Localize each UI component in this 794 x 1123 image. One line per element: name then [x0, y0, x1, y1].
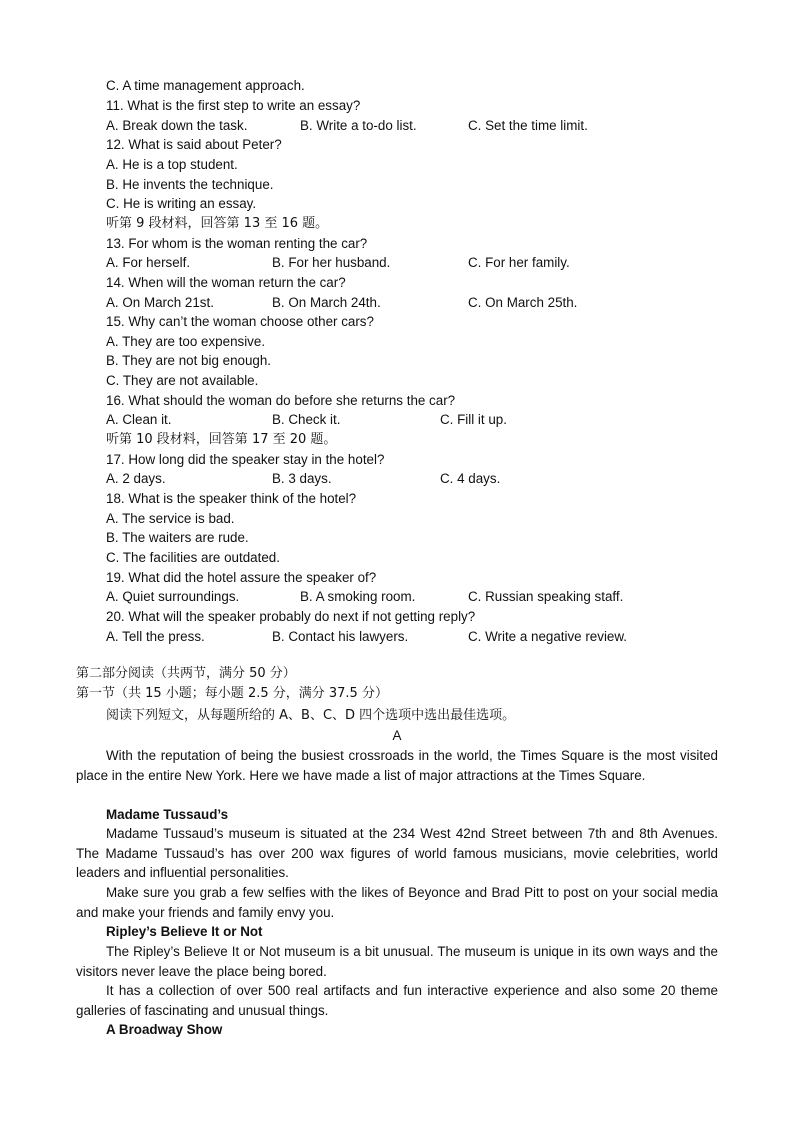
option-choice: C. Set the time limit. [468, 118, 588, 133]
option-choice: C. On March 25th. [468, 295, 578, 310]
paragraph-ripleys-collection: It has a collection of over 500 real artifacts and fun interactive experience and also some 20 theme galleries of fascinating and unusual things. [76, 983, 718, 1018]
passage-label: A [392, 728, 402, 743]
heading-broadway-show: A Broadway Show [106, 1022, 223, 1037]
option-choice: C. 4 days. [440, 471, 501, 486]
option-choice: B. Write a to-do list. [300, 118, 417, 133]
question-text: 19. What did the hotel assure the speaker of? [106, 570, 377, 585]
option-line: A. They are too expensive. [106, 334, 266, 349]
option-choice: B. A smoking room. [300, 589, 416, 604]
passage-intro: With the reputation of being the busiest crossroads in the world, the Times Square is the most visited place in the entire New York. Here we have made a list of major attractions at the Times Square. [76, 748, 718, 783]
option-choice: A. 2 days. [106, 471, 166, 486]
option-choice: C. Fill it up. [440, 412, 507, 427]
option-choice: B. On March 24th. [272, 295, 381, 310]
option-choice: A. Break down the task. [106, 118, 248, 133]
reading-instruction: 阅读下列短文，从每题所给的 A、B、C、D 四个选项中选出最佳选项。 [106, 708, 516, 723]
question-text: 15. Why can’t the woman choose other cars? [106, 314, 374, 329]
option-line: A. The service is bad. [106, 511, 235, 526]
question-text: 12. What is said about Peter? [106, 137, 282, 152]
option-choice: A. Clean it. [106, 412, 172, 427]
option-line: B. The waiters are rude. [106, 530, 249, 545]
section-instruction: 听第 9 段材料，回答第 13 至 16 题。 [106, 216, 329, 231]
option-line: A. He is a top student. [106, 157, 238, 172]
option-choice: B. For her husband. [272, 255, 391, 270]
option-line: B. They are not big enough. [106, 353, 272, 368]
option-line: C. He is writing an essay. [106, 196, 257, 211]
option-choice: C. Russian speaking staff. [468, 589, 624, 604]
option-choice: A. Tell the press. [106, 629, 205, 644]
section-instruction: 听第 10 段材料，回答第 17 至 20 题。 [106, 432, 337, 447]
option-line: C. A time management approach. [106, 78, 305, 93]
option-choice: A. For herself. [106, 255, 191, 270]
section-one-title: 第一节（共 15 小题；每小题 2.5 分，满分 37.5 分） [76, 686, 388, 701]
option-choice: B. 3 days. [272, 471, 332, 486]
option-line: C. They are not available. [106, 373, 259, 388]
question-text: 18. What is the speaker think of the hotel? [106, 491, 357, 506]
question-text: 17. How long did the speaker stay in the hotel? [106, 452, 385, 467]
paragraph-ripleys-unusual: The Ripley’s Believe It or Not museum is a bit unusual. The museum is unique in its own ways and the visitors never leave the place being bored. [76, 944, 718, 979]
option-choice: C. Write a negative review. [468, 629, 628, 644]
option-line: C. The facilities are outdated. [106, 550, 280, 565]
heading-ripleys: Ripley’s Believe It or Not [106, 924, 263, 939]
question-text: 16. What should the woman do before she returns the car? [106, 393, 456, 408]
question-text: 14. When will the woman return the car? [106, 275, 346, 290]
paragraph-tussauds-location: Madame Tussaud’s museum is situated at the 234 West 42nd Street between 7th and 8th Avenues. The Madame Tussaud’s has over 200 wax figures of world famous musicians, movie celebrities, world leaders and influential personalities. [76, 826, 718, 881]
option-choice: B. Check it. [272, 412, 341, 427]
question-text: 13. For whom is the woman renting the car? [106, 236, 368, 251]
question-text: 11. What is the first step to write an essay? [106, 98, 361, 113]
part-two-title: 第二部分阅读（共两节，满分 50 分） [76, 666, 296, 681]
heading-madame-tussauds: Madame Tussaud’s [106, 807, 229, 822]
option-choice: A. On March 21st. [106, 295, 214, 310]
option-choice: C. For her family. [468, 255, 570, 270]
question-text: 20. What will the speaker probably do next if not getting reply? [106, 609, 476, 624]
option-choice: B. Contact his lawyers. [272, 629, 409, 644]
option-line: B. He invents the technique. [106, 177, 274, 192]
option-choice: A. Quiet surroundings. [106, 589, 240, 604]
paragraph-tussauds-selfies: Make sure you grab a few selfies with the likes of Beyonce and Brad Pitt to post on your social media and make your friends and family envy you. [76, 885, 718, 920]
